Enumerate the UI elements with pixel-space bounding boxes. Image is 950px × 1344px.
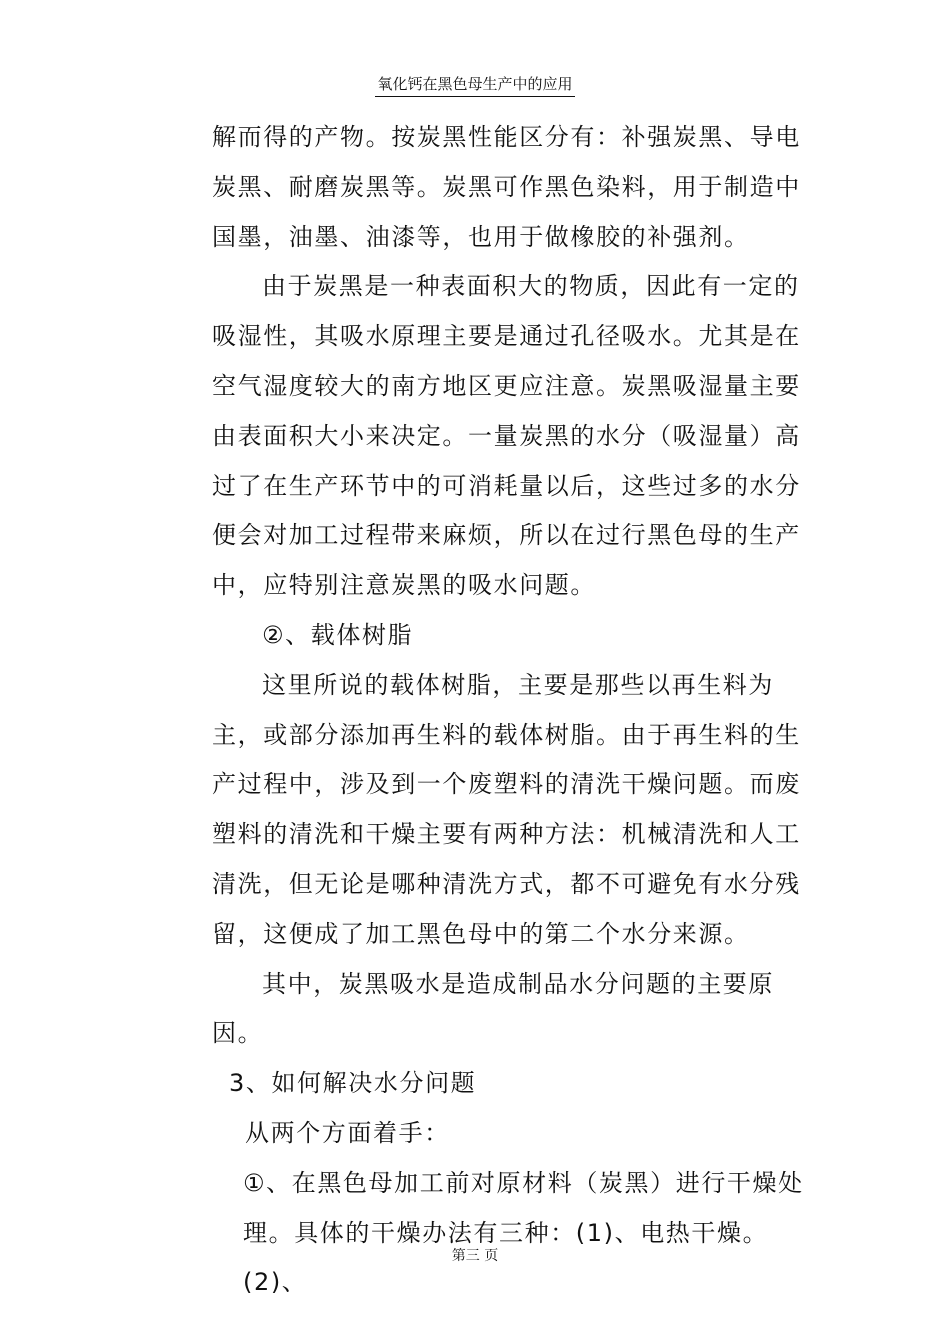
section-heading-solution: 3、如何解决水分问题 <box>229 1069 477 1098</box>
paragraph-main-cause: 其中，炭黑吸水是造成制品水分问题的主要原因。 <box>212 969 774 1048</box>
paragraph-drying-methods: ①、在黑色母加工前对原材料（炭黑）进行干燥处理。具体的干燥办法有三种：(1)、电热干燥。(2)、 <box>243 1168 804 1297</box>
paragraph-moisture-absorption: 由于炭黑是一种表面积大的物质，因此有一定的吸湿性，其吸水原理主要是通过孔径吸水。尤其是在空气湿度较大的南方地区更应注意。炭黑吸湿量主要由表面积大小来决定。一量炭黑的水分（吸湿量）高过了在生产环节中的可消耗量以后，这些过多的水分便会对加工过程带来麻烦，所以在过行黑色母的生产中，应特别注意炭黑的吸水问题。 <box>212 272 801 600</box>
paragraph-carbon-black-types: 解而得的产物。按炭黑性能区分有：补强炭黑、导电炭黑、耐磨炭黑等。炭黑可作黑色染料，用于制造中国墨，油墨、油漆等，也用于做橡胶的补强剂。 <box>212 123 801 251</box>
header-title: 氧化钙在黑色母生产中的应用 <box>375 74 574 97</box>
page-header <box>0 74 950 97</box>
paragraph-carrier-resin: 这里所说的载体树脂，主要是那些以再生料为主，或部分添加再生料的载体树脂。由于再生料的生产过程中，涉及到一个废塑料的清洗干燥问题。而废塑料的清洗和干燥主要有两种方法：机械清洗和人工清洗，但无论是哪种清洗方式，都不可避免有水分残留，这便成了加工黑色母中的第二个水分来源。 <box>212 670 801 948</box>
page-footer <box>0 1247 950 1265</box>
page-number: 第三 页 <box>451 1248 499 1264</box>
subheading-carrier-resin: ②、载体树脂 <box>262 620 414 649</box>
document-body <box>212 113 812 1308</box>
paragraph-two-aspects: 从两个方面着手： <box>245 1118 450 1147</box>
